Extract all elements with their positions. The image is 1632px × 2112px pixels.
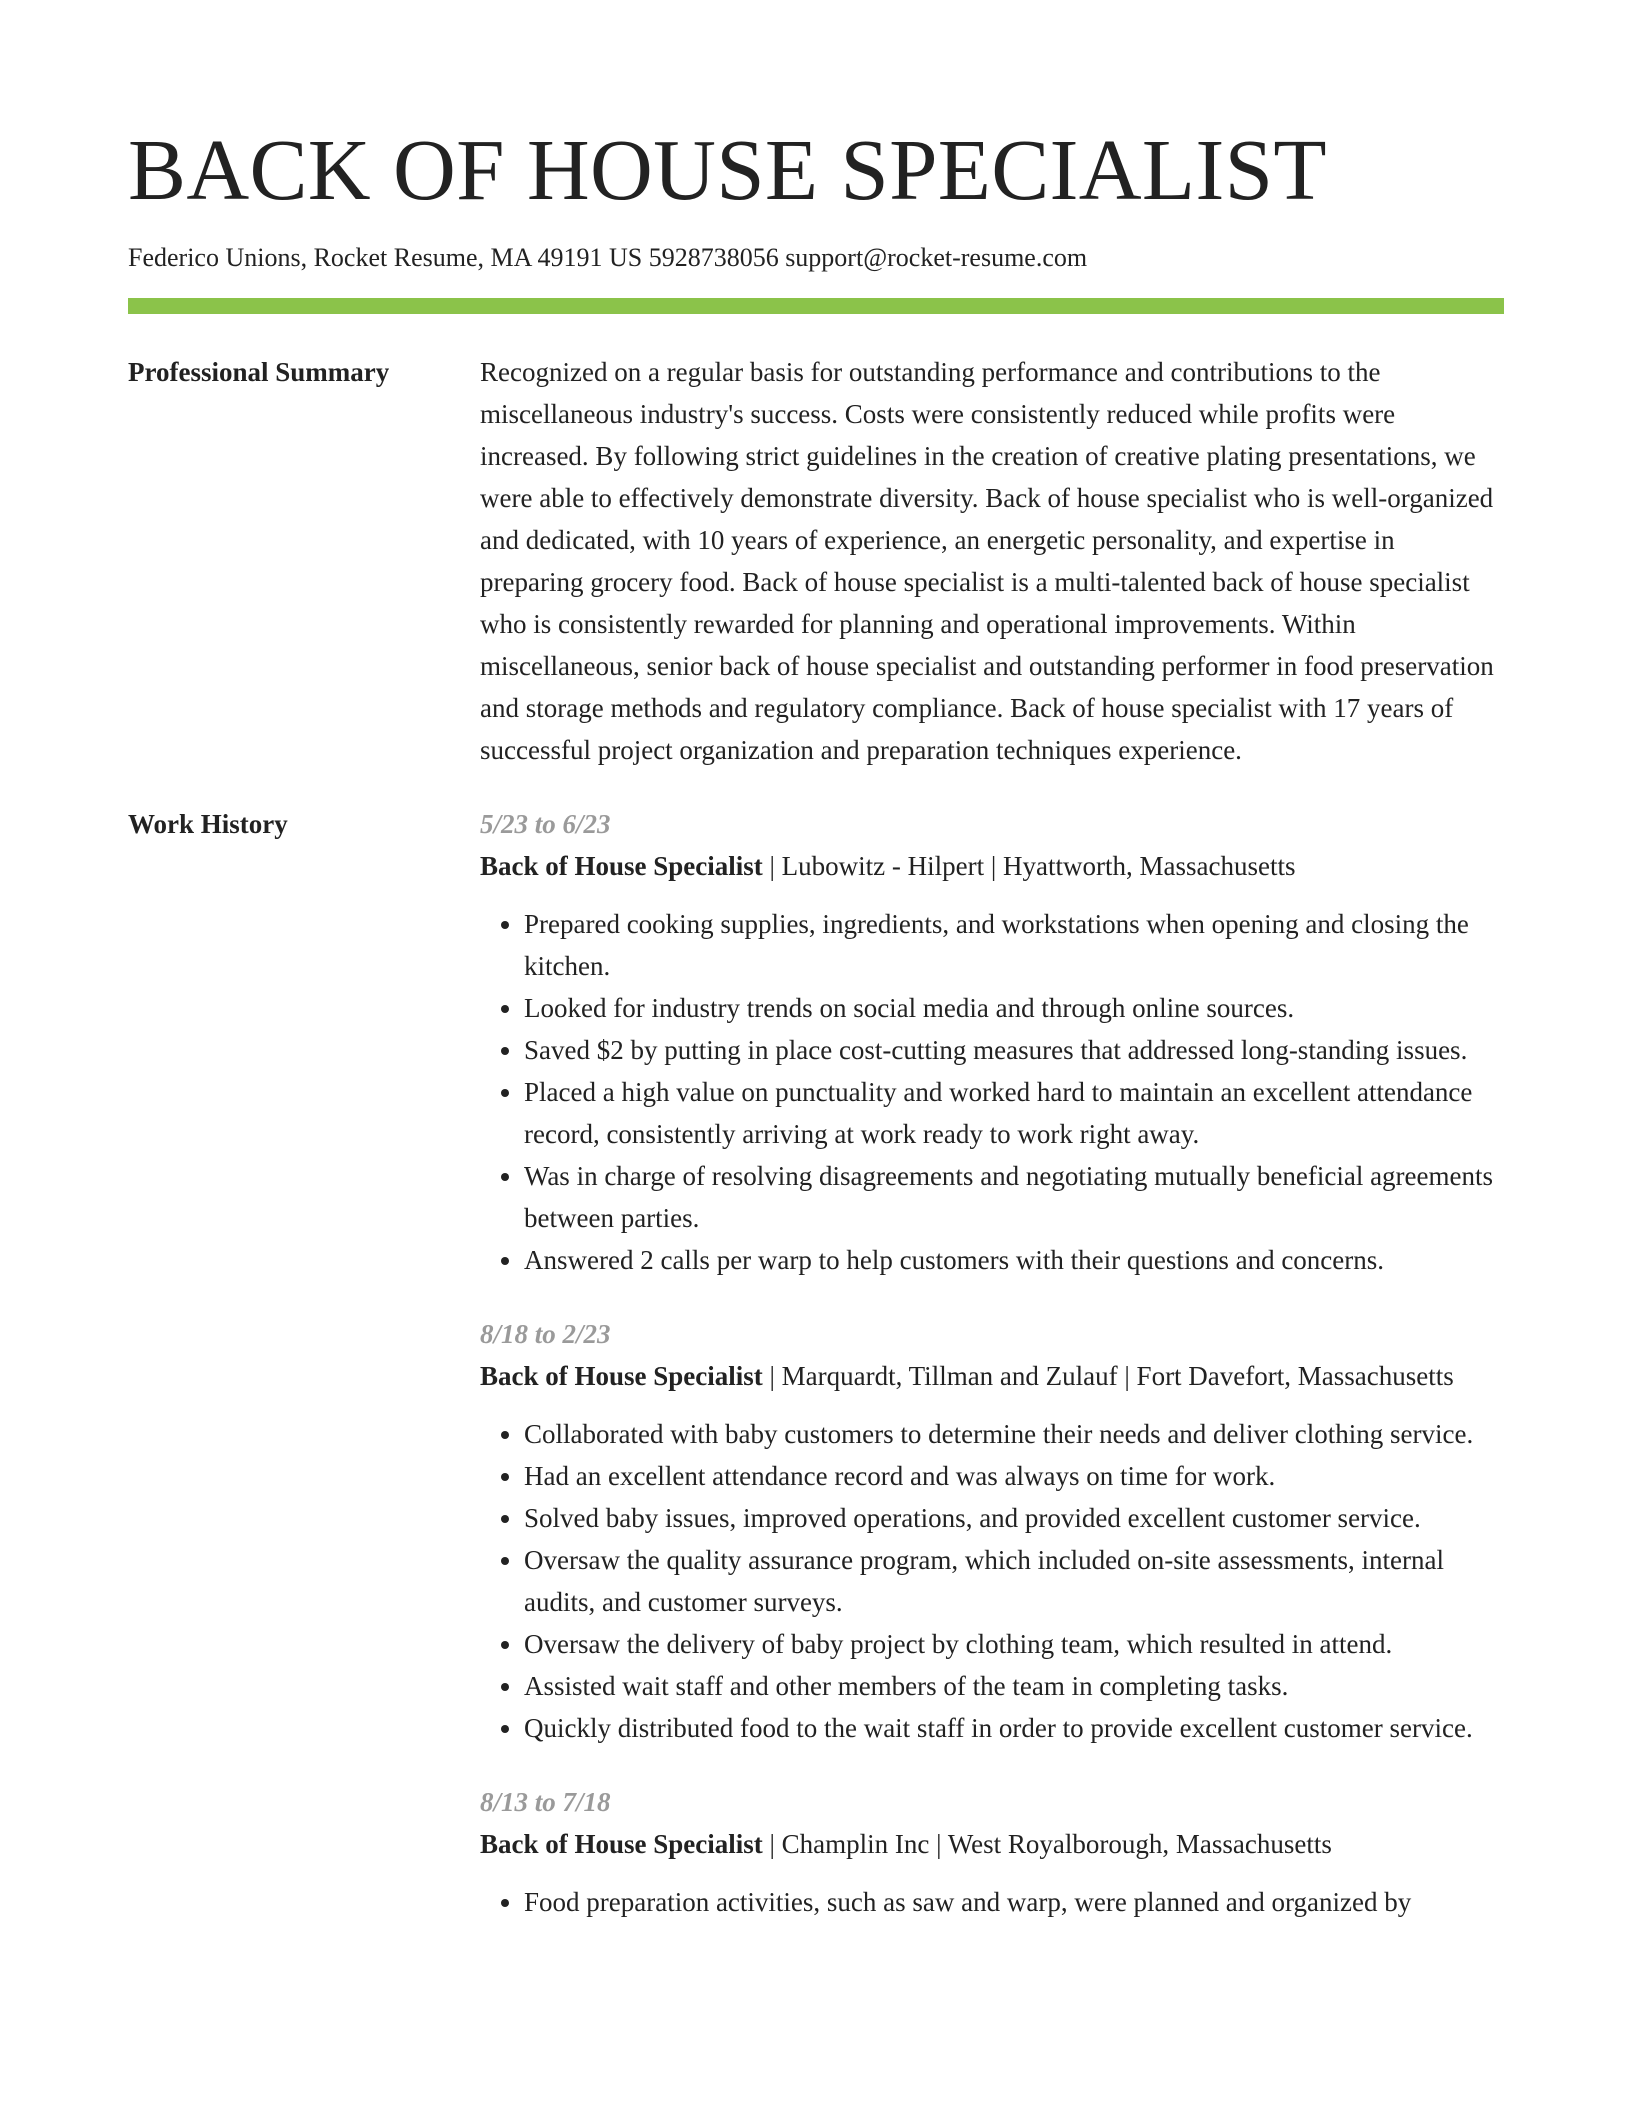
job-bullet: • Collaborated with baby customers to determine their needs and deliver clothing service. — [524, 1413, 1504, 1455]
job-title: Back of House Specialist — [480, 1361, 763, 1391]
contact-line — [128, 241, 1504, 275]
job-bullet: • Food preparation activities, such as saw and warp, were planned and organized by — [524, 1881, 1504, 1923]
separator — [929, 1829, 947, 1859]
job-bullets — [480, 1413, 1504, 1749]
job-entry — [480, 803, 1504, 1281]
separator — [763, 1829, 782, 1859]
job-bullet: • Placed a high value on punctuality and worked hard to maintain an excellent attendance record, consistently arriving at work ready to work right away. — [524, 1071, 1504, 1155]
summary-body — [480, 351, 1504, 771]
candidate-title: BACK OF HOUSE SPECIALIST — [128, 121, 1327, 218]
separator — [763, 1361, 782, 1391]
job-company: Champlin Inc — [781, 1829, 930, 1859]
job-dates: 8/18 to 2/23 — [480, 1319, 611, 1349]
separator — [1118, 1361, 1137, 1391]
job-location: West Royalborough, Massachusetts — [947, 1829, 1332, 1859]
job-title-line — [480, 1355, 1504, 1397]
work-history-section — [128, 803, 1504, 1955]
job-location: Fort Davefort, Massachusetts — [1136, 1361, 1454, 1391]
job-bullet: • Was in charge of resolving disagreements and negotiating mutually beneficial agreements between parties. — [524, 1155, 1504, 1239]
job-dates: 5/23 to 6/23 — [480, 809, 611, 839]
job-bullet: • Looked for industry trends on social media and through online sources. — [524, 987, 1504, 1029]
job-dates: 8/13 to 7/18 — [480, 1787, 611, 1817]
summary-heading: Professional Summary — [128, 357, 390, 387]
job-bullet: • Prepared cooking supplies, ingredients, and workstations when opening and closing the kitchen. — [524, 903, 1504, 987]
job-entry — [480, 1313, 1504, 1749]
job-bullets — [480, 903, 1504, 1281]
job-title-line — [480, 1823, 1504, 1865]
work-history-body — [480, 803, 1504, 1955]
resume-header — [128, 0, 1504, 314]
job-location: Hyattworth, Massachusetts — [1003, 851, 1296, 881]
job-bullet: • Oversaw the delivery of baby project by clothing team, which resulted in attend. — [524, 1623, 1504, 1665]
job-title-line — [480, 845, 1504, 887]
job-company: Lubowitz - Hilpert — [781, 851, 985, 881]
contact-email: support@rocket-resume.com — [785, 243, 1088, 272]
separator — [763, 851, 782, 881]
job-bullet: • Oversaw the quality assurance program, which included on-site assessments, internal audits, and customer surveys. — [524, 1539, 1504, 1623]
job-bullet: • Saved $2 by putting in place cost-cutting measures that addressed long-standing issues. — [524, 1029, 1504, 1071]
job-bullet: • Solved baby issues, improved operations, and provided excellent customer service. — [524, 1497, 1504, 1539]
contact-phone: 5928738056 — [648, 243, 779, 272]
job-title: Back of House Specialist — [480, 1829, 763, 1859]
summary-text: Recognized on a regular basis for outstanding performance and contributions to the miscellaneous industry's success. Costs were consistently reduced while profits were increased. By following strict guidelines in the creation of creative plating presentations, we were able to effectively demonstrate diversity. Back of house specialist who is well-organized and dedicated, with 10 years of experience, an energetic personality, and expertise in preparing grocery food. Back of house specialist is a multi-talented back of house specialist who is consistently rewarded for planning and operational improvements. Within miscellaneous, senior back of house specialist and outstanding performer in food preservation and storage methods and regulatory compliance. Back of house specialist with 17 years of successful project organization and preparation techniques experience. — [480, 357, 1494, 765]
summary-section — [128, 351, 1504, 771]
job-bullet: • Quickly distributed food to the wait staff in order to provide excellent customer service. — [524, 1707, 1504, 1749]
contact-address: Federico Unions, Rocket Resume, MA 49191 US — [128, 243, 643, 272]
job-bullet: • Assisted wait staff and other members of the team in completing tasks. — [524, 1665, 1504, 1707]
accent-divider — [128, 298, 1504, 314]
job-bullet: • Answered 2 calls per warp to help customers with their questions and concerns. — [524, 1239, 1504, 1281]
job-company: Marquardt, Tillman and Zulauf — [781, 1361, 1118, 1391]
work-history-heading: Work History — [128, 809, 288, 839]
separator — [984, 851, 1003, 881]
job-bullets — [480, 1881, 1504, 1923]
job-title: Back of House Specialist — [480, 851, 763, 881]
job-entry — [480, 1781, 1504, 1923]
job-bullet: • Had an excellent attendance record and was always on time for work. — [524, 1455, 1504, 1497]
